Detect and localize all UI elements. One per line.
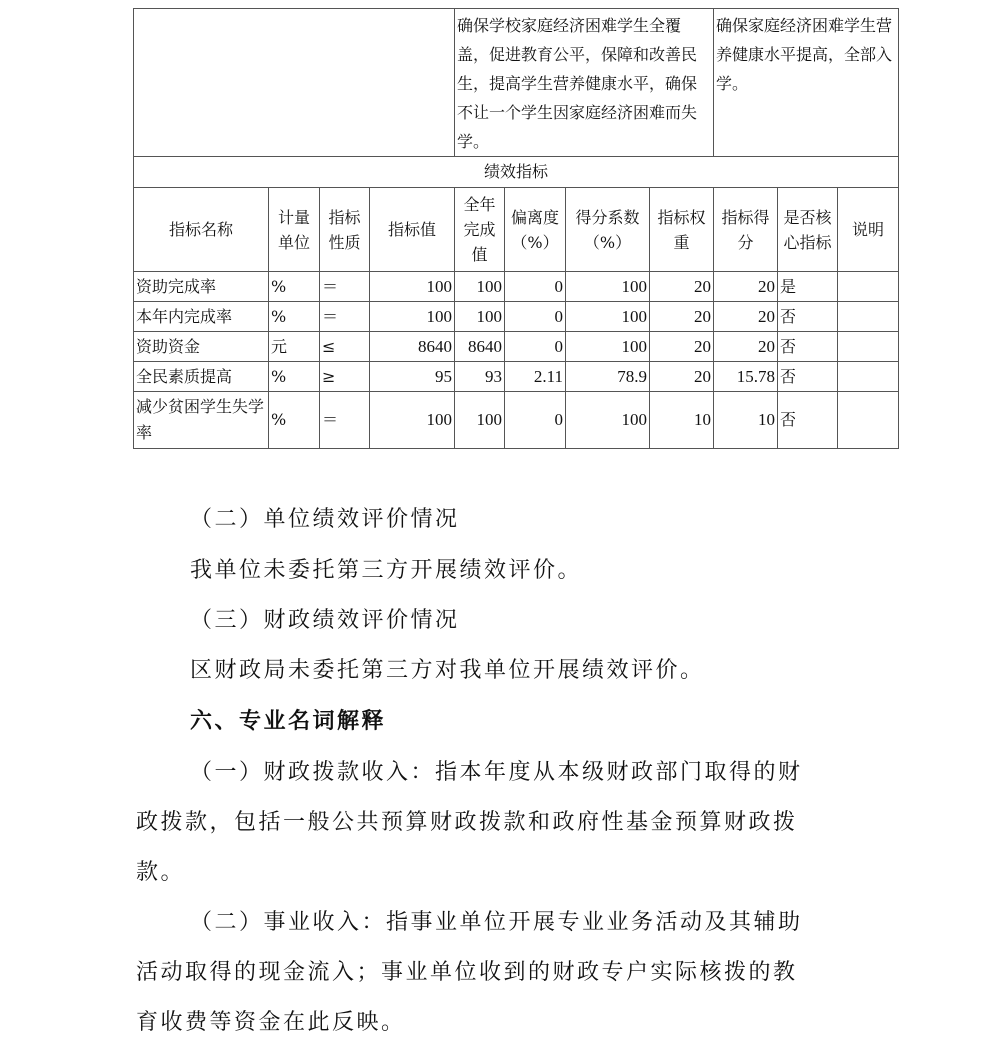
table-row [134,392,899,449]
table-cell [838,302,899,332]
table-cell: 100 [455,272,505,302]
table-cell: 93 [455,362,505,392]
table-cell: 2.11 [505,362,566,392]
table-cell: 100 [566,332,650,362]
column-header: 计量单位 [269,188,320,272]
table-row [134,362,899,392]
table-cell: 8640 [370,332,455,362]
term1-line1 [190,758,803,788]
term1-text: 指本年度从本级财政部门取得的财 [435,760,803,785]
table-cell: 95 [370,362,455,392]
term1-line2: 政拨款，包括一般公共预算财政拨款和政府性基金预算财政拨 [136,810,798,835]
table-cell: 全民素质提高 [134,362,269,392]
heading-unit-evaluation: （二）单位绩效评价情况 [190,507,460,532]
table-cell: 100 [370,302,455,332]
term2-line3: 育收费等资金在此反映。 [136,1010,406,1035]
table-cell: 100 [566,302,650,332]
column-header: 指标得分 [714,188,778,272]
text-unit-evaluation: 我单位未委托第三方开展绩效评价。 [190,558,583,583]
table-cell: 100 [566,272,650,302]
table-cell: 100 [455,302,505,332]
table-cell: % [269,392,320,449]
table-cell: 20 [650,362,714,392]
table-cell [838,392,899,449]
column-header: 指标权重 [650,188,714,272]
column-header: 说明 [838,188,899,272]
table-cell [838,272,899,302]
column-header: 偏离度（%） [505,188,566,272]
table-cell: 100 [370,392,455,449]
table-cell: 20 [650,302,714,332]
term2-label: （二）事业收入： [190,910,387,935]
term1-label: （一）财政拨款收入： [190,760,436,785]
table-cell: 100 [455,392,505,449]
table-row [134,272,899,302]
section-title: 绩效指标 [134,157,899,188]
table-cell: ＝ [320,272,370,302]
term2-line1 [190,908,803,938]
table-cell: 0 [505,392,566,449]
table-cell: 否 [778,332,838,362]
table-cell: 否 [778,362,838,392]
term2-line2: 活动取得的现金流入；事业单位收到的财政专户实际核拨的教 [136,960,798,985]
table-cell: ＝ [320,392,370,449]
column-header: 全年完成值 [455,188,505,272]
goal-empty-cell [134,9,455,157]
table-cell: 0 [505,332,566,362]
heading-glossary: 六、专业名词解释 [190,708,387,734]
column-header: 是否核心指标 [778,188,838,272]
table-cell: ＝ [320,302,370,332]
table-cell: 0 [505,302,566,332]
table-cell [838,332,899,362]
overall-goal-cell: 确保学校家庭经济困难学生全覆盖，促进教育公平，保障和改善民生，提高学生营养健康水平，确保不让一个学生因家庭经济困难而失学。 [455,9,714,157]
column-header: 得分系数（%） [566,188,650,272]
table-cell: 是 [778,272,838,302]
table-cell: 10 [650,392,714,449]
table-cell: 减少贫困学生失学率 [134,392,269,449]
table-cell: 本年内完成率 [134,302,269,332]
table-cell: % [269,362,320,392]
table-cell: 15.78 [714,362,778,392]
table-row [134,332,899,362]
term1-line3: 款。 [136,860,186,885]
performance-table [133,8,899,449]
table-cell: % [269,302,320,332]
table-cell: 元 [269,332,320,362]
column-header: 指标值 [370,188,455,272]
table-cell: 20 [650,272,714,302]
table-cell: ≤ [320,332,370,362]
table-cell: 20 [714,332,778,362]
table-cell: 否 [778,302,838,332]
column-header: 指标性质 [320,188,370,272]
table-cell: 100 [370,272,455,302]
heading-finance-evaluation: （三）财政绩效评价情况 [190,608,460,633]
table-cell: 0 [505,272,566,302]
table-row [134,302,899,332]
table-cell: 否 [778,392,838,449]
actual-result-cell: 确保家庭经济困难学生营养健康水平提高，全部入学。 [714,9,899,157]
table-cell: 资助资金 [134,332,269,362]
table-cell: 20 [650,332,714,362]
table-cell: 资助完成率 [134,272,269,302]
table-cell: ≥ [320,362,370,392]
column-header: 指标名称 [134,188,269,272]
table-cell: 8640 [455,332,505,362]
table-cell: 10 [714,392,778,449]
table-cell [838,362,899,392]
table-cell: 78.9 [566,362,650,392]
table-cell: % [269,272,320,302]
table-cell: 100 [566,392,650,449]
table-cell: 20 [714,302,778,332]
table-cell: 20 [714,272,778,302]
text-finance-evaluation: 区财政局未委托第三方对我单位开展绩效评价。 [190,658,705,683]
term2-text: 指事业单位开展专业业务活动及其辅助 [386,910,803,935]
